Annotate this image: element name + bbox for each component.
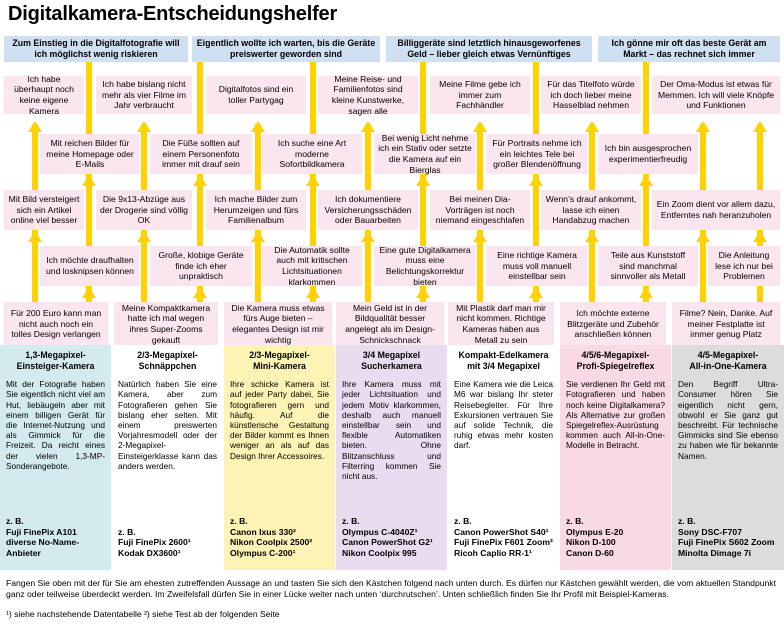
- profile-examples: [454, 516, 553, 558]
- example-camera: Olympus C-200¹: [230, 547, 296, 558]
- example-camera: Canon D-60: [566, 547, 614, 558]
- profile-title: 3/4 Megapixel Sucherkamera: [361, 350, 422, 371]
- page-title: Digitalkamera-Entscheidungshelfer: [8, 3, 338, 25]
- examples-label: z. B.: [342, 516, 360, 527]
- statement-r1-5[interactable]: Meine Filme gebe ich immer zum Fachhändler: [430, 76, 530, 114]
- examples-label: z. B.: [566, 516, 584, 527]
- statement-r5-5[interactable]: Mit Plastik darf man mir nicht kommen. Richtige Kameras haben aus Metall zu sein: [448, 302, 554, 346]
- example-camera: Nikon Coolpix 2500²: [230, 537, 313, 548]
- example-camera: Canon PowerShot S40¹: [454, 526, 549, 537]
- statement-r1-6[interactable]: Für das Titelfoto würde ich doch lieber meine Hasselblad nehmen: [541, 76, 641, 114]
- profile-description: Natürlich haben Sie eine Kamera, aber zum Fotografieren gehen Sie bislang eher selten. Mit einem preiswerten Vorjahresmodell oder der 2-Megapixel-Einsteigerklasse kann das anders werden.: [118, 379, 217, 471]
- profile-title: 1,3-Megapixel- Einsteiger-Kamera: [16, 350, 95, 371]
- statement-r2-5[interactable]: Für Portraits nehme ich ein leichtes Tele bei großer Blendenöffnung: [486, 134, 588, 174]
- statement-r4-4[interactable]: Eine gute Digitalkamera muss eine Belichtungskorrektur bieten: [374, 246, 476, 286]
- statement-r5-4[interactable]: Mein Geld ist in der Bildqualität besser angelegt als im Design-Schnickschnack: [336, 302, 444, 346]
- profile-title: 4/5-Megapixel- All-in-One-Kamera: [689, 350, 767, 371]
- examples-label: z. B.: [230, 516, 248, 527]
- example-camera: Canon PowerShot G2¹: [342, 537, 433, 548]
- example-camera: Ricoh Caplio RR-1¹: [454, 547, 532, 558]
- example-camera: Kodak DX3600¹: [118, 547, 181, 558]
- statement-r4-6[interactable]: Teile aus Kunststoff sind manchmal sinnvoller als Metall: [598, 246, 698, 286]
- start-statement-2[interactable]: Eigentlich wollte ich warten, bis die Geräte preiswerter geworden sind: [192, 36, 380, 62]
- statement-r1-4[interactable]: Meine Reise- und Familienfotos sind kleine Kunstwerke, sagen alle: [318, 76, 418, 114]
- statement-r3-1[interactable]: Mit Bild versteigert sich ein Artikel online viel besser: [4, 190, 84, 230]
- profile-title: Kompakt-Edelkamera mit 3/4 Megapixel: [458, 350, 549, 371]
- profile-examples: [118, 527, 191, 558]
- start-statement-4[interactable]: Ich gönne mir oft das beste Gerät am Markt – das rechnet sich immer: [598, 36, 780, 62]
- start-statement-3[interactable]: Billiggeräte sind letztlich hinausgeworfenes Geld – lieber gleich etwas Vernünftiges: [386, 36, 592, 62]
- example-camera: Canon Ixus 330²: [230, 526, 296, 537]
- statement-r1-3[interactable]: Digitalfotos sind ein toller Partygag: [206, 76, 306, 114]
- profile-sucherkamera: [336, 345, 447, 570]
- statement-r2-6[interactable]: Ich bin ausgesprochen experimentierfreudig: [598, 134, 698, 174]
- profile-spiegelreflex: [560, 345, 671, 570]
- statement-r2-4[interactable]: Bei wenig Licht nehme ich ein Stativ oder setzte die Kamera auf ein Bierglas: [374, 134, 476, 174]
- profile-description: Mit der Fotografie haben Sie eigentlich nicht viel am Hut, liebäugeln aber mit einem billigen Gerät für die Internet-Nutzung und als Gimmick für die Freizeit. Da reicht eines der vielen 1,3-MP-Sonderangebote.: [6, 379, 105, 471]
- statement-r5-7[interactable]: Filme? Nein, Danke. Auf meiner Festplatte ist immer genug Platz: [672, 302, 780, 346]
- profile-examples: [678, 516, 774, 558]
- statement-r1-7[interactable]: Der Oma-Modus ist etwas für Memmen. Ich will viele Knöpfe und Funktionen: [652, 76, 780, 114]
- profile-description: Eine Kamera wie die Leica M6 war bislang Ihr steter Reisebegleiter. Für Ihre Exkursionen vertrauen Sie auf solide Technik, die ruhig etwas mehr kosten darf.: [454, 379, 553, 451]
- example-camera: diverse No-Name-: [6, 537, 80, 548]
- profile-title: 2/3-Megapixel- Schnäppchen: [137, 350, 198, 371]
- profile-examples: [6, 516, 79, 558]
- profile-edelkamera: [448, 345, 559, 570]
- example-camera: Minolta Dimage 7i: [678, 547, 752, 558]
- example-camera: Fuji FinePix 2600¹: [118, 537, 191, 548]
- example-camera: Nikon D-100: [566, 537, 616, 548]
- examples-label: z. B.: [454, 516, 472, 527]
- statement-r1-1[interactable]: Ich habe überhaupt noch keine eigene Kamera: [4, 76, 84, 114]
- example-camera: Olympus C-4040Z¹: [342, 526, 418, 537]
- example-camera: Fuji FinePix S602 Zoom: [678, 537, 775, 548]
- profile-examples: [566, 516, 623, 558]
- profile-examples: [342, 516, 433, 558]
- profile-examples: [230, 516, 312, 558]
- statement-r4-1[interactable]: Ich möchte draufhalten und losknipsen können: [40, 246, 140, 286]
- statement-r3-2[interactable]: Die 9x13-Abzüge aus der Drogerie sind völlig OK: [96, 190, 192, 230]
- profile-description: Ihre schicke Kamera ist auf jeder Party dabei, Sie fotografieren gern und häufig. Auf die künstlerische Gestaltung der Bilder kommt es Ihnen weniger an als auf das Design Ihrer Accessoires.: [230, 379, 329, 461]
- profile-mini-kamera: [224, 345, 335, 570]
- statement-r4-2[interactable]: Große, klobige Geräte finde ich eher unpraktisch: [150, 246, 252, 286]
- statement-r3-7[interactable]: Ein Zoom dient vor allem dazu, Entferntes nah heranzuholen: [652, 190, 780, 230]
- examples-label: z. B.: [6, 516, 24, 527]
- examples-label: z. B.: [118, 526, 136, 537]
- statement-r2-2[interactable]: Die Füße sollten auf einem Personenfoto immer mit drauf sein: [150, 134, 252, 174]
- profile-title: 4/5/6-Megapixel- Profi-Spiegelreflex: [576, 350, 655, 371]
- profile-title: 2/3-Megapixel- Mini-Kamera: [249, 350, 310, 371]
- statement-r5-2[interactable]: Meine Kompaktkamera hatte ich mal wegen ihres Super-Zooms gekauft: [114, 302, 218, 346]
- profile-description: Ihre Kamera muss mit jeder Lichtsituation und jedem Motiv klarkommen, deshalb auch manuell einstellbar sein und flexible Automatiken bieten. Ohne Blitzanschluss und Filterring kommen Sie nicht aus.: [342, 379, 441, 482]
- instructions: Fangen Sie oben mit der für Sie am ehesten zutreffenden Aussage an und tasten Sie sich den Kästchen folgend nach unten durch. Es dürfen nur Kästchen gewählt werden, die vom aktuellen Standpunkt ganz oder teilweise überdeckt werden. Im Zweifelsfall dürfen Sie in einer Lücke weiter nach unten ‘durchrutschen’. Unten schließlich finden Sie Ihr Profil mit Beispiel-Kameras.: [6, 578, 776, 599]
- profile-description: Den Begriff Ultra-Consumer hören Sie eigentlich nicht gern, obwohl er Sie ganz gut beschreibt. Für technische Gimmicks sind Sie ebenso zu haben wie für bekannte Namen.: [678, 379, 778, 461]
- examples-label: z. B.: [678, 516, 696, 527]
- statement-r3-4[interactable]: Ich dokumentiere Versicherungsschäden oder Bauarbeiten: [318, 190, 418, 230]
- example-camera: Olympus E-20: [566, 526, 624, 537]
- example-camera: Fuji FinePix A101: [6, 526, 77, 537]
- statement-r3-3[interactable]: Ich mache Bilder zum Herumzeigen und fürs Familienalbum: [206, 190, 306, 230]
- statement-r3-5[interactable]: Bei meinen Dia-Vorträgen ist noch niemand eingeschlafen: [430, 190, 530, 230]
- profile-description: Sie verdienen Ihr Geld mit Fotografieren und haben noch keine Digitalkamera? Als Alternative zur großen Spiegelreflex-Ausrüstung kommen auch All-in-One-Modelle in Betracht.: [566, 379, 665, 451]
- profile-einsteiger: [0, 345, 111, 570]
- example-camera: Fuji FinePix F601 Zoom²: [454, 537, 553, 548]
- statement-r5-1[interactable]: Für 200 Euro kann man nicht auch noch ein tolles Design verlangen: [4, 302, 108, 346]
- example-camera: Nikon Coolpix 995: [342, 547, 417, 558]
- footnote-legend: ¹) siehe nachstehende Datentabelle ²) siehe Test ab der folgenden Seite: [6, 609, 280, 619]
- decision-flow: [0, 32, 784, 348]
- statement-r5-6[interactable]: Ich möchte externe Blitzgeräte und Zubehör anschließen können: [560, 302, 666, 346]
- example-camera: Anbieter: [6, 547, 41, 558]
- example-camera: Sony DSC-F707: [678, 526, 742, 537]
- statement-r4-7[interactable]: Die Anleitung lese ich nur bei Problemen: [708, 246, 780, 286]
- statement-r4-5[interactable]: Eine richtige Kamera muss voll manuell einstellbar sein: [486, 246, 588, 286]
- profile-schnaeppchen: [112, 345, 223, 570]
- profile-all-in-one: [672, 345, 784, 570]
- start-statement-1[interactable]: Zum Einstieg in die Digitalfotografie will ich möglichst wenig riskieren: [4, 36, 188, 62]
- statement-r3-6[interactable]: Wenn’s drauf ankommt, lasse ich einen Handabzug machen: [541, 190, 641, 230]
- statement-r4-3[interactable]: Die Automatik sollte auch mit kritischen Lichtsituationen klarkommen: [262, 246, 362, 286]
- statement-r2-1[interactable]: Mit reichen Bilder für meine Homepage oder E-Mails: [40, 134, 140, 174]
- statement-r5-3[interactable]: Die Kamera muss etwas fürs Auge bieten – elegantes Design ist mir wichtig: [224, 302, 332, 346]
- statement-r1-2[interactable]: Ich habe bislang nicht mehr als vier Filme im Jahr verbraucht: [96, 76, 192, 114]
- statement-r2-3[interactable]: Ich suche eine Art moderne Sofortbildkamera: [262, 134, 362, 174]
